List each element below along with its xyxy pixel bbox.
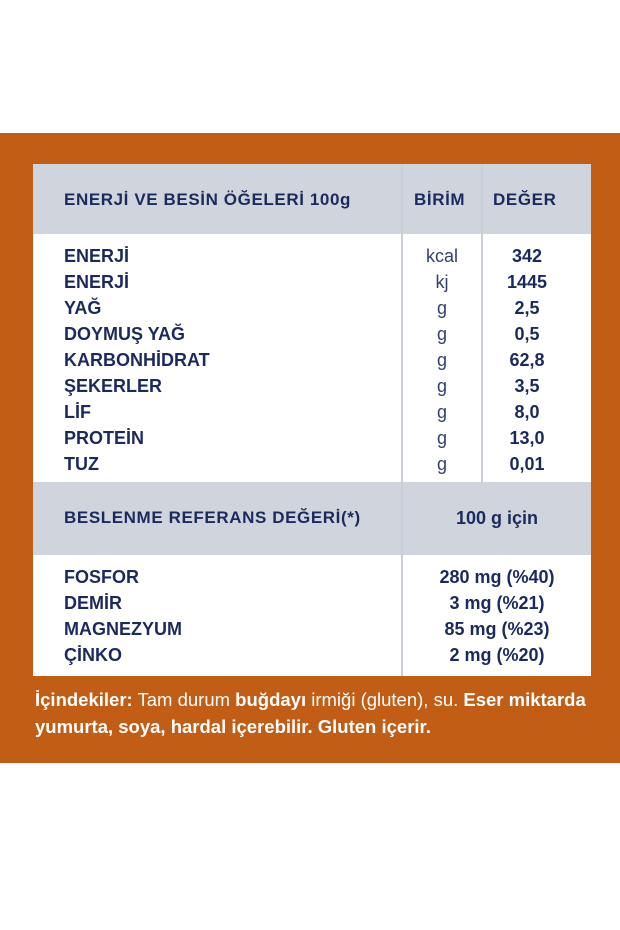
- reference-header-value: 100 g için: [455, 508, 539, 528]
- row-value: 3,5: [514, 376, 540, 396]
- row-value: 1445: [506, 272, 548, 292]
- reference-header-label: BESLENME REFERANS DEĞERİ(*): [64, 508, 361, 527]
- ingredients-text: Tam durum: [132, 689, 236, 710]
- row-name: ENERJİ: [64, 246, 130, 266]
- row-value: 62,8: [509, 350, 545, 370]
- row-name: KARBONHİDRAT: [64, 350, 210, 370]
- row-name: ENERJİ: [64, 272, 130, 292]
- reference-row-name: ÇİNKO: [64, 645, 122, 665]
- header-label: ENERJİ VE BESİN ÖĞELERİ 100g: [64, 190, 351, 209]
- row-value: 0,5: [514, 324, 540, 344]
- row-unit: g: [436, 454, 447, 474]
- row-name: YAĞ: [64, 298, 102, 318]
- row-unit: g: [436, 376, 447, 396]
- row-unit: g: [436, 324, 447, 344]
- row-name: TUZ: [64, 454, 99, 474]
- ingredients-text: irmiği (gluten), su.: [306, 689, 464, 710]
- reference-row-name: FOSFOR: [64, 567, 139, 587]
- row-unit: kj: [435, 272, 449, 292]
- row-unit: kcal: [425, 246, 458, 266]
- row-unit: g: [436, 428, 447, 448]
- header-unit: BİRİM: [414, 190, 466, 209]
- row-value: 0,01: [509, 454, 545, 474]
- allergen-warning: Eser miktarda yumurta, soya, hardal içerebilir. Gluten içerir.: [35, 689, 586, 737]
- row-name: ŞEKERLER: [64, 376, 163, 396]
- reference-row-name: DEMİR: [64, 593, 122, 613]
- row-unit: g: [436, 350, 447, 370]
- reference-row-value: 280 mg (%40): [439, 567, 555, 587]
- reference-row-value: 3 mg (%21): [449, 593, 545, 613]
- row-value: 8,0: [514, 402, 540, 422]
- row-value: 2,5: [514, 298, 540, 318]
- reference-row-value: 2 mg (%20): [449, 645, 545, 665]
- row-name: LİF: [64, 402, 91, 422]
- ingredients-label: İçindekiler:: [35, 689, 133, 710]
- ingredients-note: [35, 686, 605, 740]
- row-name: PROTEİN: [64, 428, 145, 448]
- nutrition-panel: [0, 133, 620, 763]
- reference-row-value: 85 mg (%23): [444, 619, 550, 639]
- row-name: DOYMUŞ YAĞ: [64, 324, 186, 344]
- row-value: 342: [511, 246, 543, 266]
- row-unit: g: [436, 298, 447, 318]
- row-unit: g: [436, 402, 447, 422]
- row-value: 13,0: [509, 428, 545, 448]
- reference-row-name: MAGNEZYUM: [64, 619, 182, 639]
- ingredients-bold-word: buğdayı: [235, 689, 307, 710]
- nutrition-table: [33, 164, 591, 676]
- header-value: DEĞER: [493, 190, 557, 209]
